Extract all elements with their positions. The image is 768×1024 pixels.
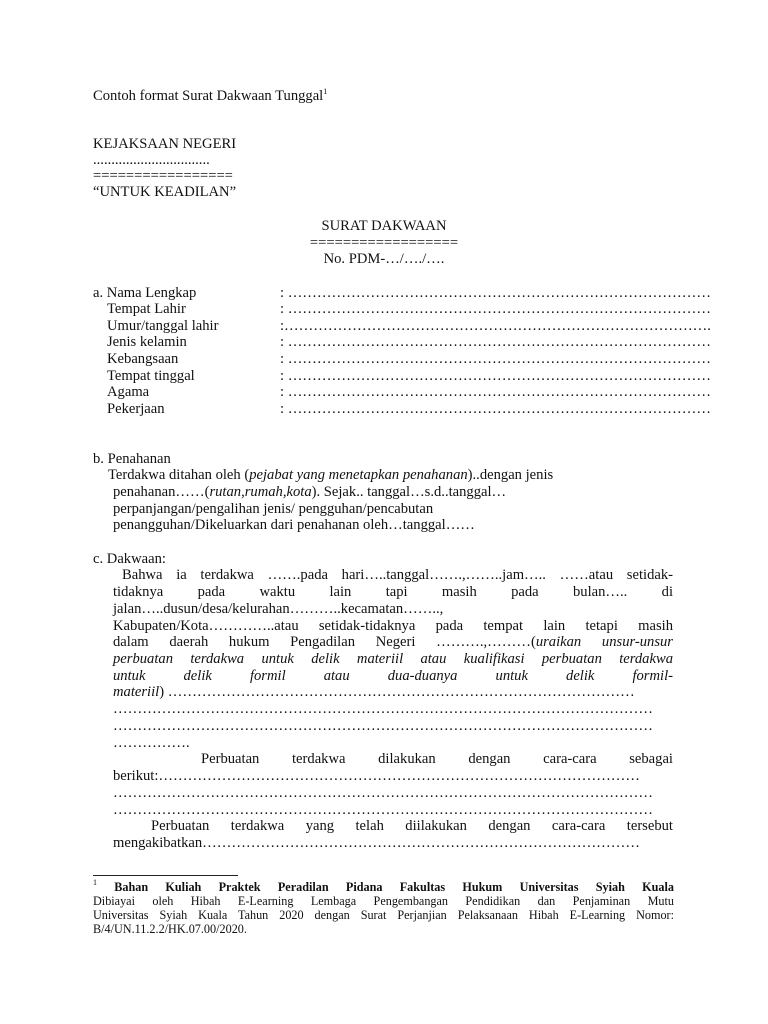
office-placeholder: ................................ xyxy=(93,152,210,168)
dakwaan-paragraph-line: Kabupaten/Kota…………..atau setidak-tidaknya pada tempat lain tetapi masih xyxy=(113,618,673,634)
dakwaan-paragraph-line xyxy=(113,684,673,701)
footnote-line: Dibiayai oleh Hibah E-Learning Lembaga Pengembangan Pendidikan dan Penjaminan Mutu xyxy=(93,894,674,908)
footnote-bold-text: Bahan Kuliah Praktek Peradilan Pidana Fakultas Hukum Universitas Syiah Kuala xyxy=(114,880,675,894)
field-value: :……………………………………………………………………………. xyxy=(280,318,711,334)
dakwaan-text: dalam daerah hukum Pengadilan Negeri ……….,………( xyxy=(113,634,536,650)
dotted-fill-line: ………………………………………………………………………………………………… xyxy=(113,701,653,717)
dakwaan-paragraph-line: jalan…..dusun/desa/kelurahan………..kecamatan…….., xyxy=(113,601,444,617)
footnote-line: B/4/UN.11.2.2/HK.07.00/2020. xyxy=(93,922,247,936)
office-rule: ================= xyxy=(93,168,233,184)
field-value: : …………………………………………………………………………… xyxy=(280,384,711,400)
office-name: KEJAKSAAN NEGERI xyxy=(93,136,237,152)
document-number: No. PDM-…/…./…. xyxy=(323,251,445,267)
heading-rule: ================== xyxy=(309,235,459,251)
dakwaan-italic: materiil xyxy=(113,684,160,700)
penahanan-italic: rutan,rumah,kota xyxy=(209,484,312,500)
field-value: : …………………………………………………………………………… xyxy=(280,401,711,417)
field-label: Tempat Lahir xyxy=(107,301,186,317)
field-label: Agama xyxy=(107,384,150,400)
cara-line: berikut:……………………………………………………………………………………… xyxy=(113,768,640,784)
footnote-line: Universitas Syiah Kuala Tahun 2020 dengan Surat Perjanjian Pelaksanaan Hibah E-Learning Nomor: xyxy=(93,908,674,922)
motto: “UNTUK KEADILAN” xyxy=(93,184,237,200)
penahanan-line: penangguhan/Dikeluarkan dari penahanan oleh…tanggal…… xyxy=(113,517,475,533)
identity-section-label: a. Nama Lengkap xyxy=(93,285,197,301)
footnote-separator xyxy=(93,875,238,876)
akibat-line: Perbuatan terdakwa yang telah diilakukan dengan cara-cara tersebut xyxy=(151,818,673,834)
dakwaan-text: ) …………………………………………………………………………………… xyxy=(159,684,635,700)
cara-line: Perbuatan terdakwa dilakukan dengan cara-cara sebagai xyxy=(201,751,673,767)
penahanan-line xyxy=(108,467,553,484)
footnote-line xyxy=(93,880,674,894)
dotted-fill-line: ………………………………………………………………………………………………… xyxy=(113,718,653,734)
field-label: Jenis kelamin xyxy=(107,334,187,350)
penahanan-line xyxy=(113,484,506,501)
field-value: : …………………………………………………………………………… xyxy=(280,368,711,384)
dakwaan-label: c. Dakwaan: xyxy=(93,551,166,567)
penahanan-italic: pejabat yang menetapkan penahanan xyxy=(249,467,468,483)
penahanan-text: )..dengan jenis xyxy=(467,467,554,483)
penahanan-text: ). Sejak.. tanggal…s.d..tanggal… xyxy=(311,484,507,500)
penahanan-label: b. Penahanan xyxy=(93,451,171,467)
dakwaan-paragraph-line: untuk delik formil atau dua-duanya untuk delik formil- xyxy=(113,668,673,684)
dakwaan-paragraph-line: tidaknya pada waktu lain tapi masih pada bulan….. di xyxy=(113,584,673,600)
footnote-reference: 1 xyxy=(323,87,328,96)
field-label: Umur/tanggal lahir xyxy=(107,318,219,334)
field-value: : …………………………………………………………………………… xyxy=(280,351,711,367)
dakwaan-paragraph-line: Bahwa ia terdakwa …….pada hari…..tanggal…….,……..jam….. ……atau setidak- xyxy=(122,567,673,583)
document-heading: SURAT DAKWAAN xyxy=(321,218,447,234)
field-value: : …………………………………………………………………………… xyxy=(280,334,711,350)
dakwaan-paragraph-line: perbuatan terdakwa untuk delik materiil atau kualifikasi perbuatan terdakwa xyxy=(113,651,673,667)
field-label: Pekerjaan xyxy=(107,401,165,417)
footnote-mark: 1 xyxy=(93,878,97,887)
penahanan-line: perpanjangan/pengalihan jenis/ pengguhan/pencabutan xyxy=(113,501,434,517)
field-value-nama: : …………………………………………………………………………… xyxy=(280,285,711,301)
field-value: : …………………………………………………………………………… xyxy=(280,301,711,317)
dakwaan-italic: uraikan unsur-unsur xyxy=(535,634,673,650)
title-text: Contoh format Surat Dakwaan Tunggal xyxy=(93,88,324,104)
akibat-line: mengakibatkan……………………………………………………………………………… xyxy=(113,835,640,851)
penahanan-text: Terdakwa ditahan oleh ( xyxy=(108,467,250,483)
penahanan-text: penahanan……( xyxy=(113,484,210,500)
field-label: Kebangsaan xyxy=(107,351,179,367)
dakwaan-paragraph-line xyxy=(113,634,673,651)
field-label: Tempat tinggal xyxy=(107,368,195,384)
dotted-fill-line: ………………………………………………………………………………………………… xyxy=(113,785,653,801)
document-title xyxy=(93,88,327,105)
dotted-fill-line: ………………………………………………………………………………………………… xyxy=(113,802,653,818)
dotted-fill-line: ……………. xyxy=(113,735,190,751)
